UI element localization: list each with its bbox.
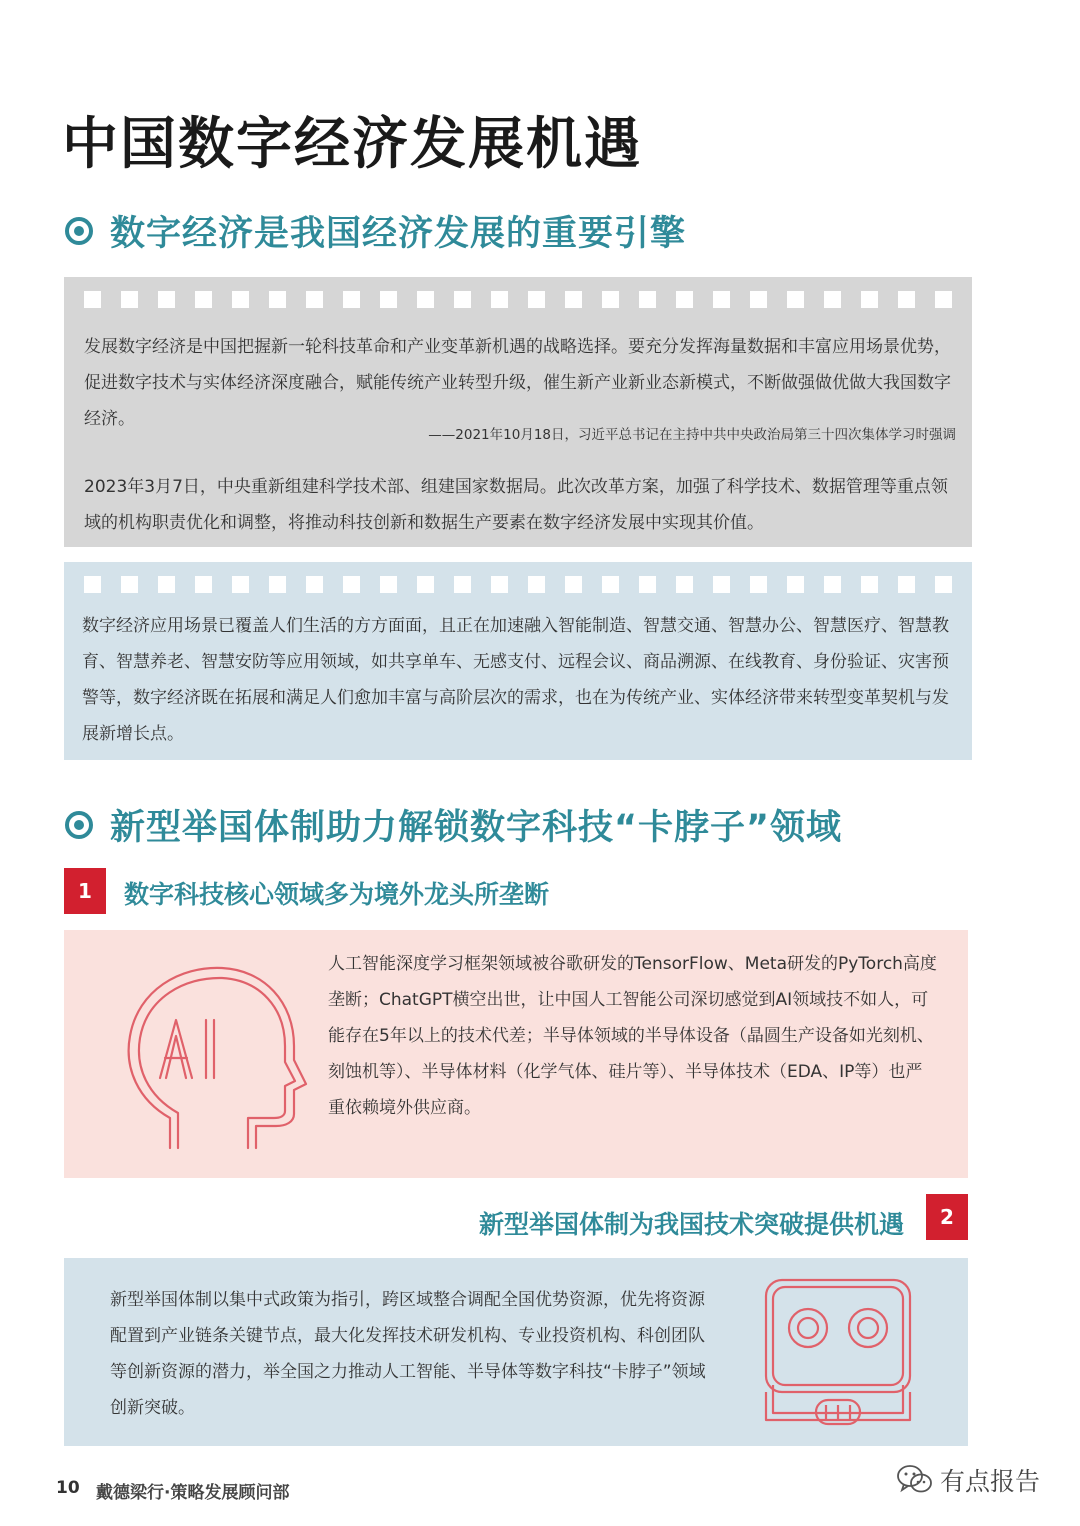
item-2-number-badge: 2 xyxy=(926,1194,968,1240)
monopoly-paragraph: 人工智能深度学习框架领域被谷歌研发的TensorFlow、Meta研发的PyTorch高度垄断；ChatGPT横空出世，让中国人工智能公司深切感觉到AI领域技不如人，可能存在5年以上的技术代差；半导体领域的半导体设备（晶圆生产设备如光刻机、刻蚀机等）、半导体材料（化学气体、硅片等）、半导体技术（EDA、IP等）也严重依赖境外供应商。 xyxy=(328,954,937,1118)
scenarios-panel xyxy=(64,562,972,760)
opportunity-paragraph: 新型举国体制以集中式政策为指引，跨区域整合调配全国优势资源，优先将资源配置到产业链条关键节点，最大化发挥技术研发机构、专业投资机构、科创团队等创新资源的潜力，举全国之力推动人工智能、半导体等数字科技“卡脖子”领域创新突破。 xyxy=(110,1290,706,1418)
publisher-name: 戴德梁行·策略发展顾问部 xyxy=(96,1483,290,1503)
film-strip-decoration xyxy=(84,291,952,308)
page-title: 中国数字经济发展机遇 xyxy=(62,112,642,177)
page-number: 10 xyxy=(56,1478,80,1498)
robot-face-icon xyxy=(758,1272,918,1436)
wechat-icon xyxy=(896,1463,934,1497)
scenarios-paragraph: 数字经济应用场景已覆盖人们生活的方方面面，且正在加速融入智能制造、智慧交通、智慧办公、智慧医疗、智慧教育、智慧养老、智慧安防等应用领域，如共享单车、无感支付、远程会议、商品溯源、在线教育、身份验证、灾害预警等，数字经济既在拓展和满足人们愈加丰富与高阶层次的需求，也在为传统产业、实体经济带来转型变革契机与发展新增长点。 xyxy=(82,616,949,744)
item-1-number-badge: 1 xyxy=(64,868,106,914)
reform-paragraph: 2023年3月7日，中央重新组建科学技术部、组建国家数据局。此次改革方案，加强了科学技术、数据管理等重点领域的机构职责优化和调整，将推动科技创新和数据生产要素在数字经济发展中实现其价值。 xyxy=(84,477,948,533)
watermark xyxy=(896,1462,1040,1498)
ai-head-icon xyxy=(108,950,308,1160)
quote-text: 发展数字经济是中国把握新一轮科技革命和产业变革新机遇的战略选择。要充分发挥海量数据和丰富应用场景优势，促进数字技术与实体经济深度融合，赋能传统产业转型升级，催生新产业新业态新模式，不断做强做优做大我国数字经济。 xyxy=(84,337,951,429)
quote-panel xyxy=(64,277,972,547)
target-ring-icon xyxy=(64,216,94,246)
section-heading-2-text: 新型举国体制助力解锁数字科技“卡脖子”领域 xyxy=(110,808,843,848)
target-ring-icon xyxy=(64,810,94,840)
quote-attribution: ——2021年10月18日，习近平总书记在主持中共中央政治局第三十四次集体学习时强调 xyxy=(428,427,956,443)
item-1-title: 数字科技核心领域多为境外龙头所垄断 xyxy=(124,880,550,909)
film-strip-decoration xyxy=(84,576,952,593)
monopoly-panel xyxy=(64,930,968,1178)
section-heading-1-text: 数字经济是我国经济发展的重要引擎 xyxy=(110,214,687,254)
opportunity-panel xyxy=(64,1258,968,1446)
section-heading-2 xyxy=(64,800,842,850)
watermark-text: 有点报告 xyxy=(940,1467,1041,1496)
item-2-title: 新型举国体制为我国技术突破提供机遇 xyxy=(478,1210,904,1239)
section-heading-1 xyxy=(64,206,686,256)
